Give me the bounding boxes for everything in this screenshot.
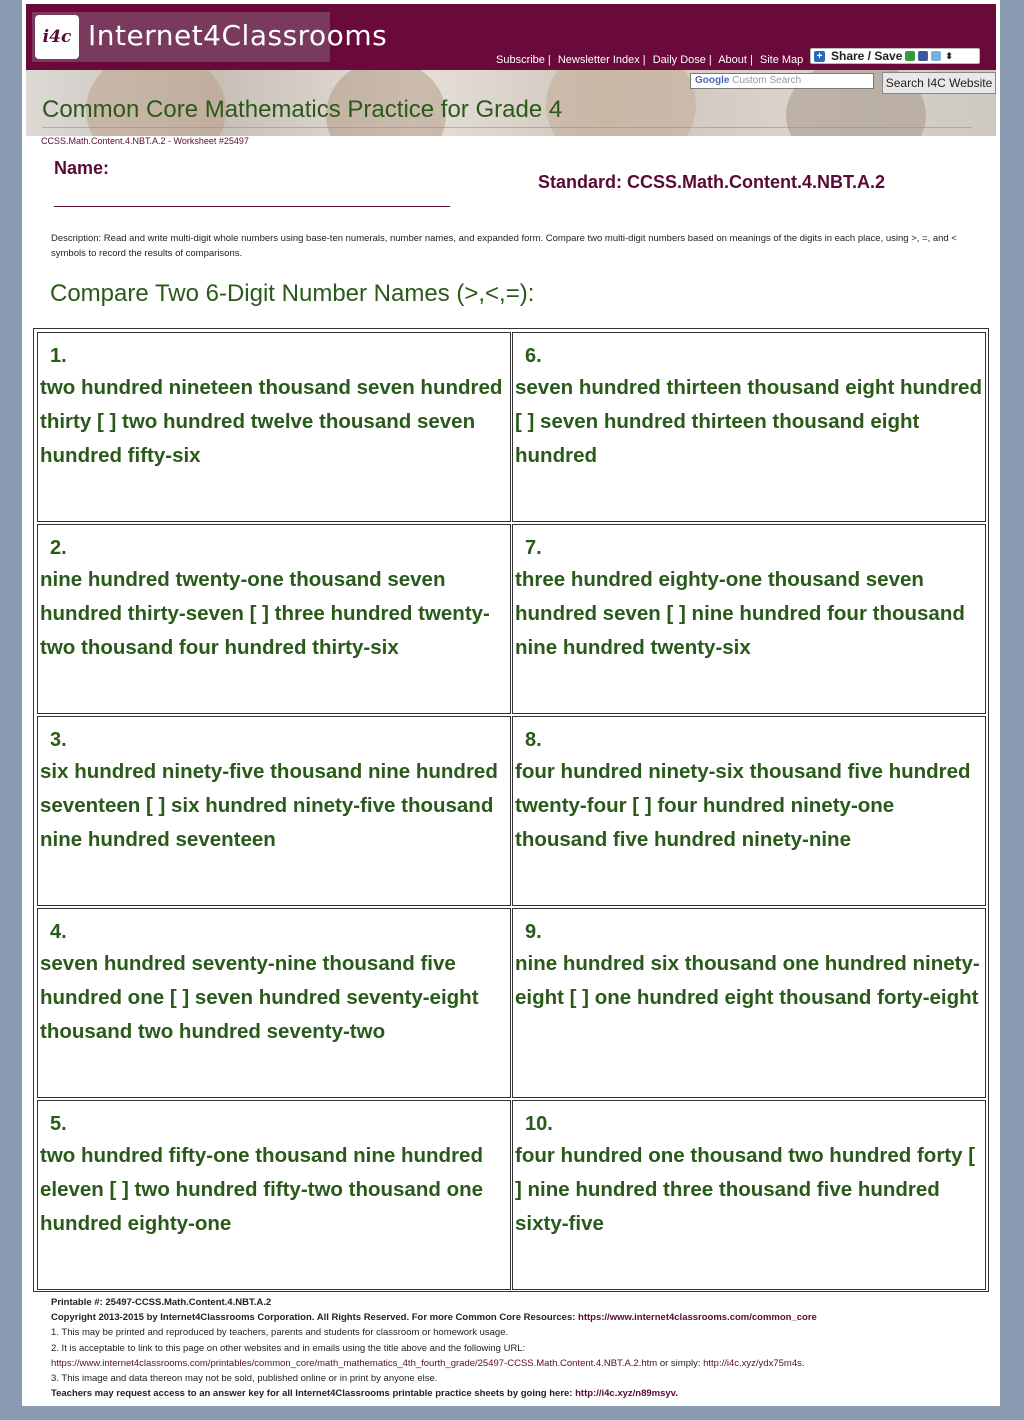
chevron-updown-icon: ⬍ xyxy=(945,50,953,61)
nav-about[interactable]: About xyxy=(718,54,747,66)
site-header xyxy=(26,4,996,70)
common-core-link[interactable]: https://www.internet4classrooms.com/common_core xyxy=(578,1312,817,1324)
nav-newsletter-index[interactable]: Newsletter Index xyxy=(557,54,640,66)
footer-note: 3. This image and data thereon may not be sold, published online or in print by anyone else. xyxy=(51,1373,438,1385)
problem-text: four hundred one thousand two hundred forty [ ] nine hundred three thousand five hundred sixty-five xyxy=(515,1144,976,1235)
problem-grid xyxy=(33,328,989,1292)
answer-key-line: Teachers may request access to an answer key for all Internet4Classrooms printable practice sheets by going here: http://i4c.xyz/n89msyv. xyxy=(51,1388,678,1400)
problem-cell xyxy=(512,1100,986,1290)
section-title: Compare Two 6-Digit Number Names (>,<,=): xyxy=(50,280,535,307)
title-divider xyxy=(42,127,972,128)
share-save-button[interactable] xyxy=(810,48,980,64)
problem-cell xyxy=(37,524,511,714)
top-nav: Subscribe | Newsletter Index | Daily Dose | About | Site Map xyxy=(496,54,804,66)
nav-site-map[interactable]: Site Map xyxy=(759,54,804,66)
page-title: Common Core Mathematics Practice for Grade 4 xyxy=(42,96,563,123)
name-blank-line xyxy=(54,206,450,207)
problem-number: 2. xyxy=(50,537,67,559)
problem-cell xyxy=(512,332,986,522)
problem-cell xyxy=(512,524,986,714)
page-banner xyxy=(26,70,996,136)
logo-text: Internet4Classrooms xyxy=(88,19,388,52)
standard-label: Standard: CCSS.Math.Content.4.NBT.A.2 xyxy=(538,172,886,192)
problem-cell xyxy=(512,908,986,1098)
printable-number: Printable #: 25497-CCSS.Math.Content.4.NBT.A.2 xyxy=(51,1297,272,1308)
page-footer xyxy=(51,1295,991,1401)
problem-number: 1. xyxy=(50,345,67,367)
short-url-link[interactable]: http://i4c.xyz/ydx75m4s xyxy=(703,1357,802,1369)
share-plus-icon: + xyxy=(814,51,825,62)
problem-cell xyxy=(37,908,511,1098)
problem-text: six hundred ninety-five thousand nine hundred seventeen [ ] six hundred ninety-five thousand nine hundred seventeen xyxy=(40,760,498,851)
problem-number: 8. xyxy=(525,729,542,751)
share-email-icon xyxy=(905,51,915,61)
problem-number: 6. xyxy=(525,345,542,367)
facebook-icon xyxy=(918,51,928,61)
problem-number: 5. xyxy=(50,1113,67,1135)
name-label: Name: xyxy=(54,158,110,178)
problem-number: 9. xyxy=(525,921,542,943)
problem-cell xyxy=(37,332,511,522)
problem-text: three hundred eighty-one thousand seven hundred seven [ ] nine hundred four thousand nine hundred twenty-six xyxy=(515,568,965,659)
problem-cell xyxy=(37,1100,511,1290)
problem-text: four hundred ninety-six thousand five hundred twenty-four [ ] four hundred ninety-one thousand five hundred ninety-nine xyxy=(515,760,971,851)
problem-number: 4. xyxy=(50,921,67,943)
i4c-logo-icon: i4c xyxy=(35,15,79,59)
problem-text: seven hundred seventy-nine thousand five hundred one [ ] seven hundred seventy-eight thousand two hundred seventy-two xyxy=(40,952,479,1043)
footer-note: 2. It is acceptable to link to this page on other websites and in emails using the title above and the following URL: xyxy=(51,1342,526,1354)
worksheet-url-link[interactable]: https://www.internet4classrooms.com/printables/common_core/math_mathematics_4th_fourth_grade/25497-CCSS.Math.Content.4.NBT.A.2.htm xyxy=(51,1357,658,1369)
description-text: Description: Read and write multi-digit whole numbers using base-ten numerals, number names, and expanded form. Compare two multi-digit numbers based on meanings of the digits in each place, using >, =, and < symbols to record the results of comparisons. xyxy=(51,233,957,259)
search-button[interactable]: Search I4C Website xyxy=(882,72,996,94)
site-logo[interactable] xyxy=(32,12,388,62)
nav-subscribe[interactable]: Subscribe xyxy=(496,54,545,66)
share-label: Share / Save xyxy=(831,49,903,63)
problem-text: nine hundred twenty-one thousand seven hundred thirty-seven [ ] three hundred twenty-two thousand four hundred thirty-six xyxy=(40,568,490,659)
problem-text: two hundred fifty-one thousand nine hundred eleven [ ] two hundred fifty-two thousand one hundred eighty-one xyxy=(40,1144,484,1235)
problem-number: 3. xyxy=(50,729,67,751)
copyright-line: Copyright 2013-2015 by Internet4Classrooms Corporation. All Rights Reserved. For more Common Core Resources: https://www.internet4classrooms.com/common_core xyxy=(51,1312,817,1324)
problem-text: seven hundred thirteen thousand eight hundred [ ] seven hundred thirteen thousand eight hundred xyxy=(515,376,982,467)
footer-note: 1. This may be printed and reproduced by teachers, parents and students for classroom or homework usage. xyxy=(51,1327,509,1339)
problem-text: nine hundred six thousand one hundred ninety-eight [ ] one hundred eight thousand forty-eight xyxy=(515,952,980,1009)
footer-url-line: https://www.internet4classrooms.com/printables/common_core/math_mathematics_4th_fourth_grade/25497-CCSS.Math.Content.4.NBT.A.2.htm or simply: http://i4c.xyz/ydx75m4s. xyxy=(51,1357,805,1369)
answer-key-link[interactable]: http://i4c.xyz/n89msyv xyxy=(575,1388,676,1400)
search-input[interactable]: Google Custom Search xyxy=(690,73,874,89)
problem-text: two hundred nineteen thousand seven hundred thirty [ ] two hundred twelve thousand seven hundred fifty-six xyxy=(40,376,503,467)
problem-number: 10. xyxy=(525,1113,553,1135)
problem-number: 7. xyxy=(525,537,542,559)
worksheet-page xyxy=(22,0,1000,1406)
nav-daily-dose[interactable]: Daily Dose xyxy=(652,54,706,66)
twitter-icon xyxy=(931,51,941,61)
breadcrumb: CCSS.Math.Content.4.NBT.A.2 - Worksheet #25497 xyxy=(41,136,249,146)
problem-cell xyxy=(37,716,511,906)
problem-cell xyxy=(512,716,986,906)
